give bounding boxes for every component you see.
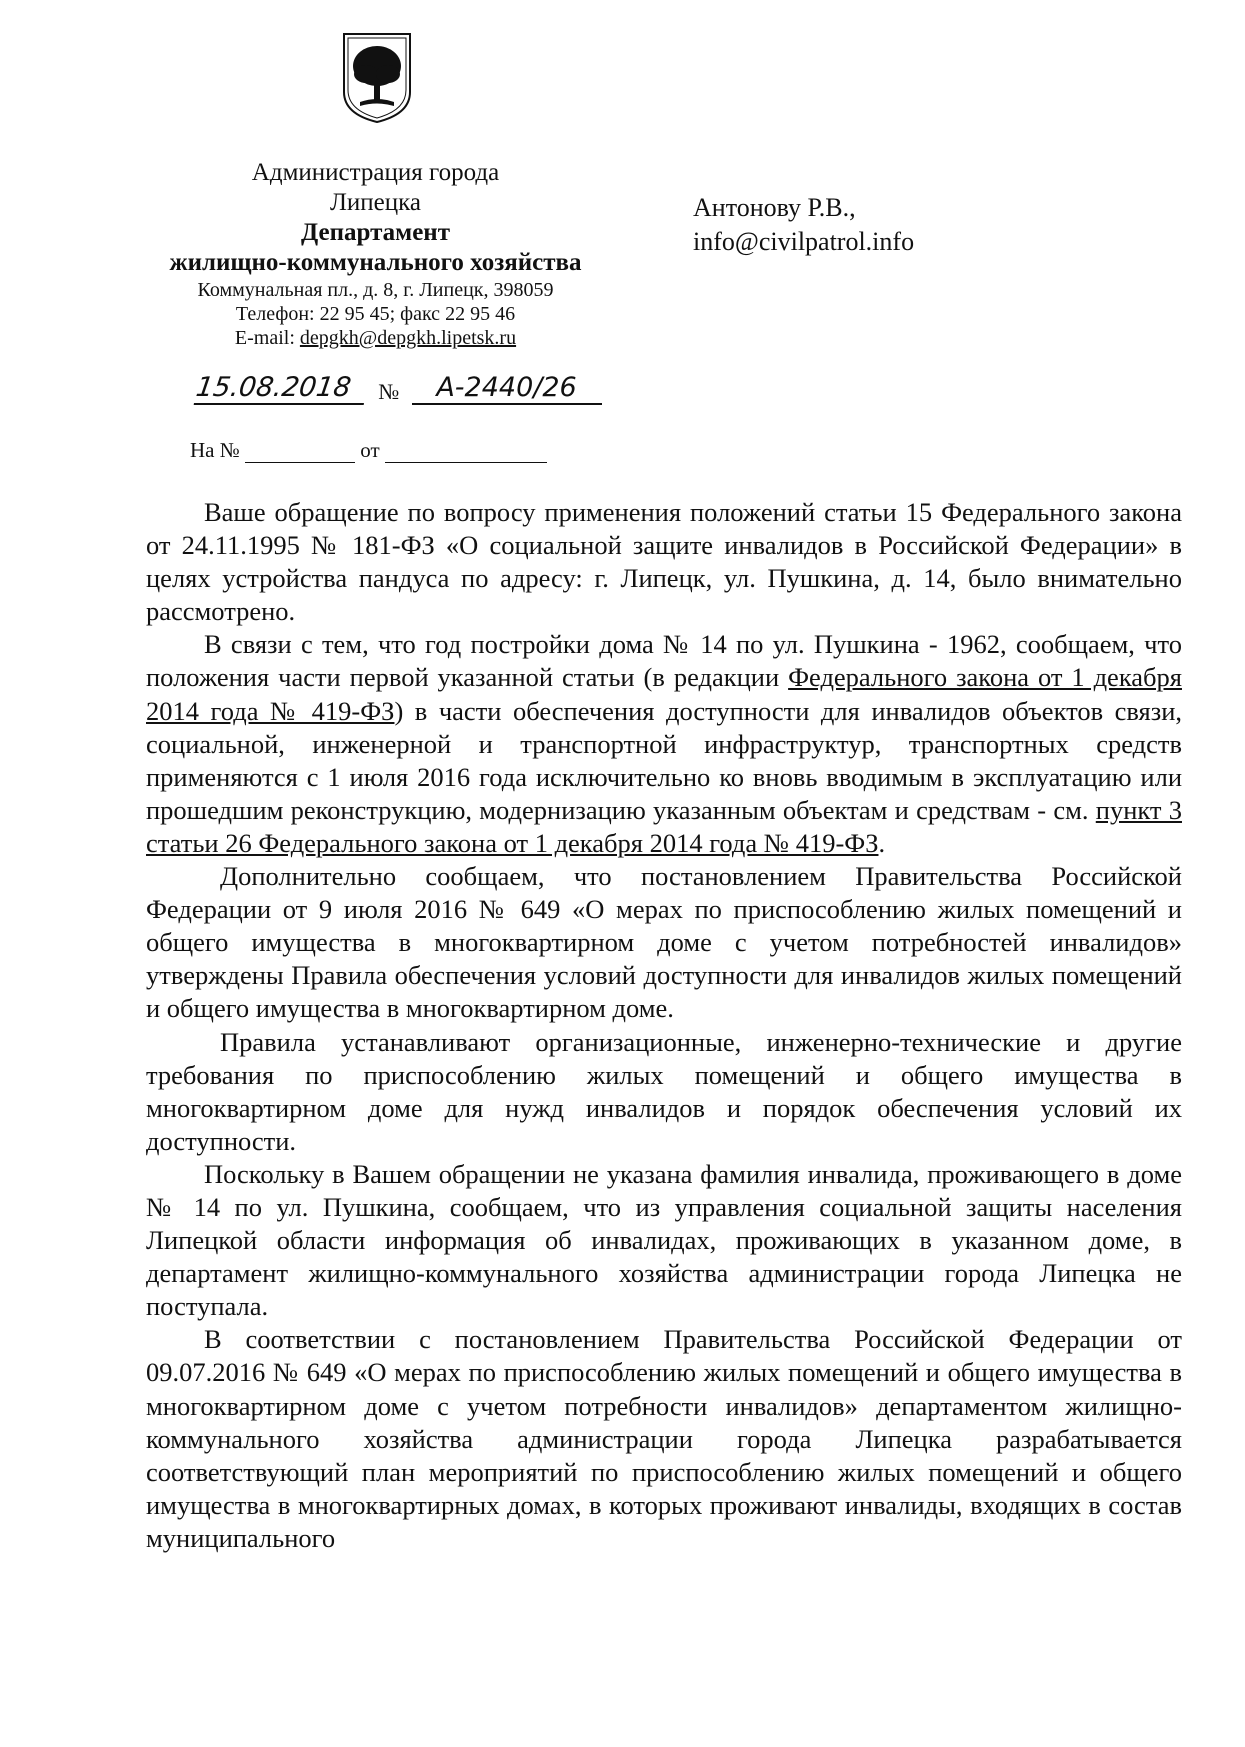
paragraph-3: Дополнительно сообщаем, что постановлением Правительства Российской Федерации от 9 июля 2016 № 649 «О мерах по приспособлению жилых помещений и общего имущества в многоквартирном доме с учетом потребностей инвалидов» утверждены Правила обеспечения условий доступности для инвалидов жилых помещений и общего имущества в многоквартирном доме. [146, 861, 1182, 1024]
addressee-block [693, 191, 914, 259]
paragraph-2-text-c: . [878, 827, 886, 858]
law-419-fz-article-26-link[interactable]: пункт 3 статьи 26 Федерального закона от 1 декабря 2014 года № 419-ФЗ [146, 794, 1182, 858]
reference-no-blank [245, 444, 355, 463]
paragraph-2 [146, 628, 1182, 860]
registration-number: А-2440/26 [412, 372, 602, 405]
paragraph-2-text-a: В связи с тем, что год постройки дома № 14 по ул. Пушкина - 1962, сообщаем, что положения части первой указанной статьи (в редакции [146, 629, 1182, 693]
addressee-name: Антонову Р.В., [693, 193, 856, 222]
letter-body [146, 496, 1182, 1555]
paragraph-6: В соответствии с постановлением Правительства Российской Федерации от 09.07.2016 № 649 «О мерах по приспособлению жилых помещений и общего имущества в многоквартирном доме с учетом потребности инвалидов» департаментом жилищно-коммунального хозяйства администрации города Липецка разрабатывается соответствующий план мероприятий по приспособлению жилых помещений и общего имущества в многоквартирных домах, в которых проживают инвалиды, входящих в состав муниципального [146, 1324, 1182, 1553]
addressee-email: info@civilpatrol.info [693, 227, 915, 256]
reference-from-label: от [360, 438, 380, 462]
reference-no-label: На № [190, 438, 240, 462]
law-419-fz-link[interactable]: Федерального закона от 1 декабря 2014 года № 419-ФЗ [146, 662, 1182, 726]
paragraph-4: Правила устанавливают организационные, инженерно-технические и другие требования по приспособлению жилых помещений и общего имущества в многоквартирном доме для нужд инвалидов и порядок обеспечения условий их доступности. [146, 1026, 1182, 1156]
sender-address: Коммунальная пл., д. 8, г. Липецк, 398059 [197, 279, 554, 301]
registration-date: 15.08.2018 [194, 372, 369, 405]
registration-line [193, 372, 602, 408]
reference-line [190, 438, 547, 463]
paragraph-5: Поскольку в Вашем обращении не указана фамилия инвалида, проживающего в доме № 14 по ул. Пушкина, сообщаем, что из управления социальной защиты населения Липецкой области информация об инвалидах, проживающих в указанном доме, в департамент жилищно-коммунального хозяйства администрации города Липецка не поступала. [146, 1158, 1182, 1322]
reference-from-blank [385, 444, 547, 463]
coat-of-arms-icon [338, 30, 416, 126]
sender-email-link[interactable]: depgkh@depgkh.lipetsk.ru [299, 327, 517, 349]
org-name-line2: Липецка [329, 189, 422, 216]
dept-name-line1: Департамент [301, 219, 450, 246]
paragraph-1: Ваше обращение по вопросу применения положений статьи 15 Федерального закона от 24.11.1995 № 181-ФЗ «О социальной защите инвалидов в Российской Федерации» в целях устройства пандуса по адресу: г. Липецк, ул. Пушкина, д. 14, было внимательно рассмотрено. [146, 497, 1182, 627]
org-name-line1: Администрация города [251, 159, 500, 186]
paragraph-2-text-b: ) в части обеспечения доступности для инвалидов объектов связи, социальной, инженерной и транспортной инфраструктур, транспортных средств применяются с 1 июля 2016 года исключительно ко вновь вводимым в эксплуатацию или прошедшим реконструкцию, модернизацию указанным объектам и средствам - см. [146, 695, 1182, 825]
sender-block [118, 158, 633, 350]
email-label: E-mail: [234, 327, 295, 349]
sender-phone: Телефон: 22 95 45; факс 22 95 46 [235, 303, 516, 325]
dept-name-line2: жилищно-коммунального хозяйства [169, 249, 582, 276]
registration-number-label: № [378, 379, 400, 404]
sender-email-row [118, 326, 633, 350]
